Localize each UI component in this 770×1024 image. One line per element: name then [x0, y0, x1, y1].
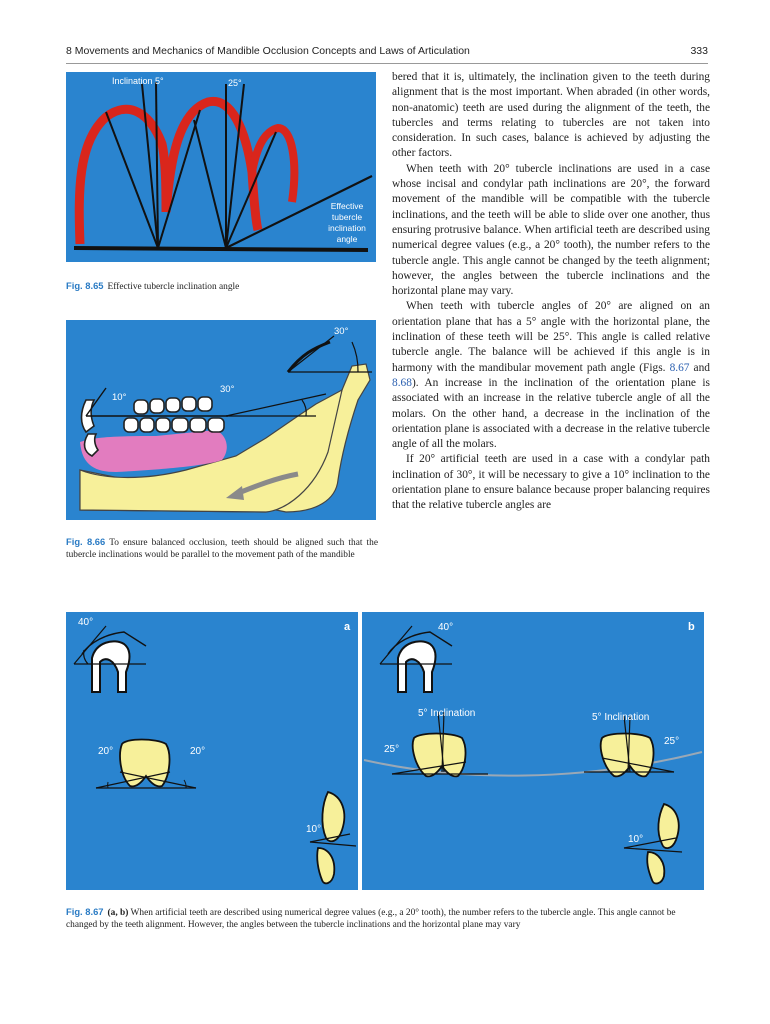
- incisor-lower: [85, 434, 98, 456]
- label-40-a: 40°: [78, 617, 94, 628]
- label-effective-2: tubercle: [331, 212, 363, 222]
- label-20-right: 20°: [190, 746, 206, 757]
- condyle: [92, 641, 130, 692]
- caption-8-67: [66, 906, 708, 931]
- figure-8-67b-drawing: [362, 612, 704, 890]
- caption-label: Fig. 8.66: [66, 536, 106, 547]
- figure-8-67a: [66, 612, 358, 890]
- label-effective-3: inclination: [328, 223, 366, 233]
- header-divider: [66, 63, 708, 64]
- figure-reference-8-67[interactable]: 8.67: [669, 361, 690, 374]
- label-30-mid: 30°: [220, 384, 235, 395]
- figure-8-65: [66, 72, 376, 262]
- label-5-inclination-right: 5° Inclination: [592, 712, 650, 723]
- upper-teeth: [134, 397, 212, 414]
- caption-8-66: [66, 536, 378, 561]
- label-40-b: 40°: [438, 622, 454, 633]
- label-30-top: 30°: [334, 326, 349, 337]
- figure-8-67b: [362, 612, 704, 890]
- label-25-right: 25°: [664, 736, 680, 747]
- tooth-outline-left: [79, 109, 166, 244]
- label-effective-4: angle: [336, 234, 358, 244]
- paragraph-2: When teeth with 20° tubercle inclinations are used in a case whose incisal and condylar path inclinations are 20°, the forward movement of the mandible will be compatible with the tubercle inclinations, and the teeth will be able to slide over one another, thus ensuring protrusive balance. When artificial teeth are described using numerical degree values (e.g., a 20° tooth), the number refers to the tubercle angle. This angle cannot be changed by the teeth alignment; however, the angles between the tubercle inclinations and the horizontal plane may vary.: [392, 162, 710, 298]
- figure-reference-8-68[interactable]: 8.68: [392, 376, 412, 389]
- incisor-lower-a: [317, 848, 334, 883]
- running-header: [66, 45, 708, 61]
- caption-label: Fig. 8.67: [66, 906, 104, 917]
- paragraph-1: bered that it is, ultimately, the inclination given to the teeth during alignment that is the most important. When abraded (in other words, non-anatomic) teeth are used during the alignment of the teeth, the tubercles and terms relating to tubercles are not taken into consideration. In such cases, balance is achieved by adjusting the other factors.: [392, 71, 710, 160]
- label-effective-1: Effective: [330, 201, 364, 211]
- label-5-inclination-left: 5° Inclination: [418, 708, 476, 719]
- caption-label: Fig. 8.65: [66, 280, 104, 291]
- paragraph-3: When teeth with tubercle angles of 20° are aligned on an orientation plane that has a 5° angle with the horizontal plane, the inclination of these teeth will be 25°. This angle is called relative tubercle angle. The balance will be achieved if this angle is in harmony with the mandibular movement path angle (Figs. 8.67 and 8.68). An increase in the inclination of the orientation plane is associated with an increase in the relative tubercle angle of all the molars. On the other hand, a decrease in the inclination of the orientation plane is associated with a decrease in the relative tubercle angle of all the molars.: [392, 300, 710, 451]
- caption-panels: (a, b): [107, 908, 129, 918]
- caption-text: When artificial teeth are described using numerical degree values (e.g., a 20° tooth), the number refers to the tubercle angle. This angle cannot be changed by the teeth alignment. However, the angles between the tubercle inclinations and the horizontal plane may vary: [66, 908, 676, 930]
- incisor-lower-b: [647, 852, 664, 883]
- tooth-outline-middle: [166, 101, 258, 230]
- label-inclination-5: Inclination 5°: [112, 76, 164, 86]
- label-10: 10°: [112, 392, 127, 403]
- caption-text: Effective tubercle inclination angle: [107, 282, 240, 292]
- label-10-b: 10°: [628, 834, 644, 845]
- figure-8-66: [66, 320, 376, 520]
- label-25: 25°: [228, 78, 242, 88]
- figure-8-66-drawing: [66, 320, 376, 520]
- incisor-upper-b: [658, 804, 678, 848]
- incisor-upper-a: [322, 792, 344, 841]
- label-20-left: 20°: [98, 746, 114, 757]
- chapter-title: 8 Movements and Mechanics of Mandible Occlusion Concepts and Laws of Articulation: [66, 45, 470, 57]
- baseline: [74, 248, 368, 250]
- page-number: 333: [690, 45, 708, 57]
- label-10-a: 10°: [306, 824, 322, 835]
- body-text-column: [392, 70, 710, 514]
- figure-8-65-drawing: [66, 72, 376, 262]
- panel-label-b: b: [688, 621, 695, 633]
- paragraph-4: If 20° artificial teeth are used in a case with a condylar path inclination of 30°, it will be necessary to give a 10° inclination to the orientation plane to ensure balance because proper balancing requires that the relative tubercle angles are: [392, 453, 710, 512]
- lower-teeth: [124, 418, 224, 432]
- figure-8-67a-drawing: [66, 612, 358, 890]
- molar-a: [120, 740, 169, 787]
- caption-text: To ensure balanced occlusion, teeth should be aligned such that the tubercle inclinations would be parallel to the movement path of the mandible: [66, 538, 379, 560]
- condyle-b: [398, 641, 436, 692]
- label-25-left: 25°: [384, 744, 400, 755]
- panel-label-a: a: [344, 621, 351, 633]
- caption-8-65: [66, 280, 376, 293]
